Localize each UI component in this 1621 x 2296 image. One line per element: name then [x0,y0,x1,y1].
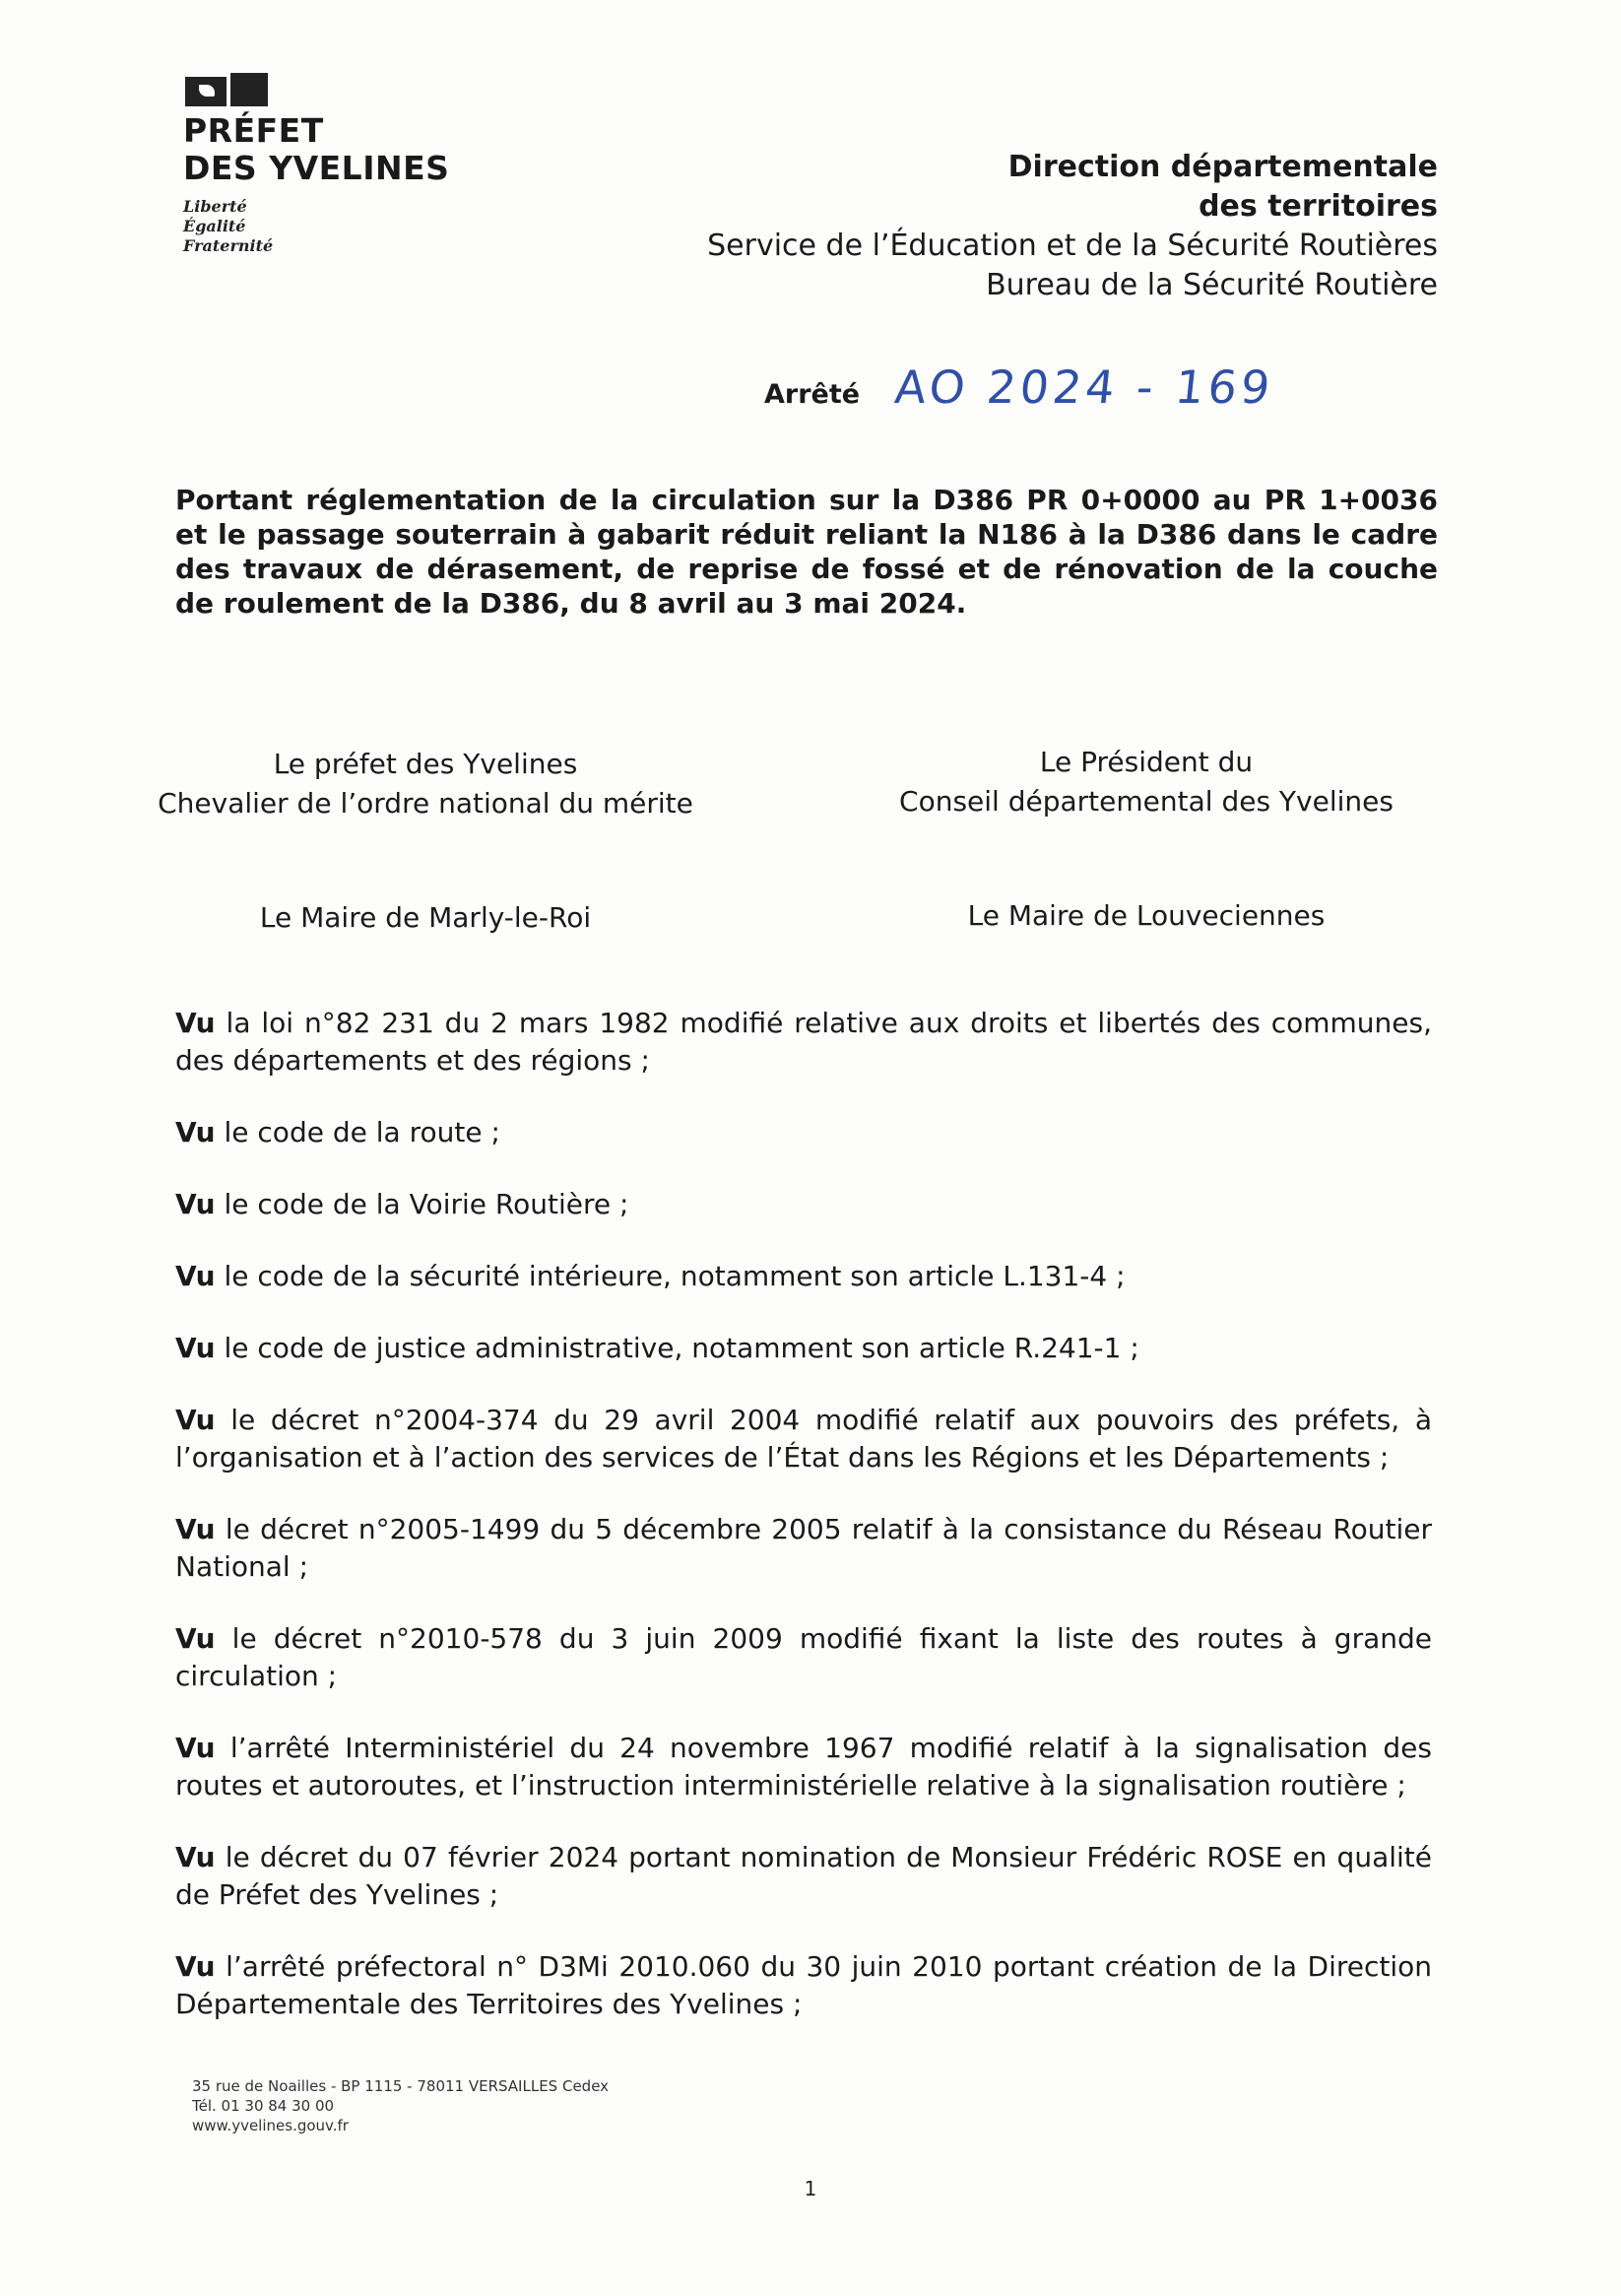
visa-vu: Vu [175,1622,216,1655]
visa-text: le code de justice administrative, notamment son article R.241-1 ; [215,1332,1139,1364]
visa-text: le décret du 07 février 2024 portant nomination de Monsieur Frédéric ROSE en qualité de Préfet des Yvelines ; [175,1841,1432,1911]
signatory-maire-louveciennes-text: Le Maire de Louveciennes [967,899,1326,932]
header-line-1: Direction départementale [1007,150,1438,184]
document-title: Portant réglementation de la circulation sur la D386 PR 0+0000 au PR 1+0036 et le passage souterrain à gabarit réduit reliant la N186 à la D386 dans le cadre des travaux de dérasement, de reprise de fossé et de rénovation de la couche de roulement de la D386, du 8 avril au 3 mai 2024. [175,484,1438,620]
visa-item [175,1186,1432,1223]
visa-vu: Vu [175,1404,216,1436]
visa-item [175,1114,1432,1151]
arrete-reference [764,361,1277,414]
issuing-service-header [707,148,1438,305]
visa-text: la loi n°82 231 du 2 mars 1982 modifié relative aux droits et libertés des communes, des départements et des régions ; [175,1007,1432,1077]
footer-contact [192,2076,609,2135]
logo-title [183,112,498,187]
signatory-president [851,743,1442,821]
visa-vu: Vu [175,1260,216,1292]
visa-text: le code de la sécurité intérieure, notamment son article L.131-4 ; [215,1260,1126,1292]
visa-item [175,1511,1432,1586]
visas-list [175,1005,1432,2058]
footer-address: 35 rue de Noailles - BP 1115 - 78011 VERSAILLES Cedex [192,2077,610,2095]
visa-text: le décret n°2004-374 du 29 avril 2004 modifié relatif aux pouvoirs des préfets, à l’organisation et à l’action des services de l’État dans les Régions et les Départements ; [175,1404,1432,1474]
logo-line-1: PRÉFET [183,111,324,150]
visa-text: l’arrêté préfectoral n° D3Mi 2010.060 du 30 juin 2010 portant création de la Direction Départementale des Territoires des Yvelines ; [175,1950,1432,2020]
visa-item [175,1730,1432,1804]
signatory-maire-marly [130,898,721,938]
visa-text: le décret n°2005-1499 du 5 décembre 2005 relatif à la consistance du Réseau Routier National ; [175,1513,1432,1583]
visa-text: l’arrêté Interministériel du 24 novembre 1967 modifié relatif à la signalisation des routes et autoroutes, et l’instruction interministérielle relative à la signalisation routière ; [175,1732,1432,1802]
signatory-maire-marly-text: Le Maire de Marly-le-Roi [259,901,592,934]
motto-fraternite: Fraternité [183,236,274,255]
signatory-prefet [130,745,721,823]
visa-vu: Vu [175,1732,216,1764]
visa-text: le décret n°2010-578 du 3 juin 2009 modifié fixant la liste des routes à grande circulation ; [175,1622,1432,1692]
footer-website: www.yvelines.gouv.fr [192,2117,349,2134]
visa-vu: Vu [175,1332,216,1364]
visa-item [175,1402,1432,1476]
visa-vu: Vu [175,1513,216,1545]
header-line-3: Service de l’Éducation et de la Sécurité Routières [707,229,1438,263]
motto-liberte: Liberté [183,197,247,216]
signatory-prefet-line-2: Chevalier de l’ordre national du mérite [158,787,693,820]
header-line-4: Bureau de la Sécurité Routière [986,268,1438,302]
header-line-2: des territoires [1199,189,1438,224]
signatory-president-line-2: Conseil départemental des Yvelines [899,785,1394,818]
footer-phone: Tél. 01 30 84 30 00 [192,2097,335,2115]
prefecture-logo [183,71,498,256]
signatory-prefet-line-1: Le préfet des Yvelines [273,748,578,780]
visa-text: le code de la Voirie Routière ; [215,1188,629,1220]
marianne-logo-icon [185,71,498,106]
logo-line-2: DES YVELINES [183,149,450,187]
visa-item [175,1948,1432,2023]
visa-item [175,1330,1432,1367]
visa-vu: Vu [175,1841,216,1873]
visa-text: le code de la route ; [215,1116,500,1148]
visa-vu: Vu [175,1188,216,1220]
visa-item [175,1005,1432,1080]
republic-motto [183,197,498,256]
signatory-president-line-1: Le Président du [1039,746,1254,778]
page-number: 1 [804,2177,817,2200]
visa-vu: Vu [175,1007,216,1039]
visa-item [175,1620,1432,1695]
visa-vu: Vu [175,1950,216,1983]
motto-egalite: Égalité [183,217,246,235]
signatory-maire-louveciennes [851,896,1442,936]
visa-item [175,1839,1432,1914]
visa-vu: Vu [175,1116,216,1148]
visa-item [175,1258,1432,1295]
arrete-number-handwritten: AO 2024 - 169 [892,361,1277,414]
arrete-label: Arrêté [764,379,861,410]
